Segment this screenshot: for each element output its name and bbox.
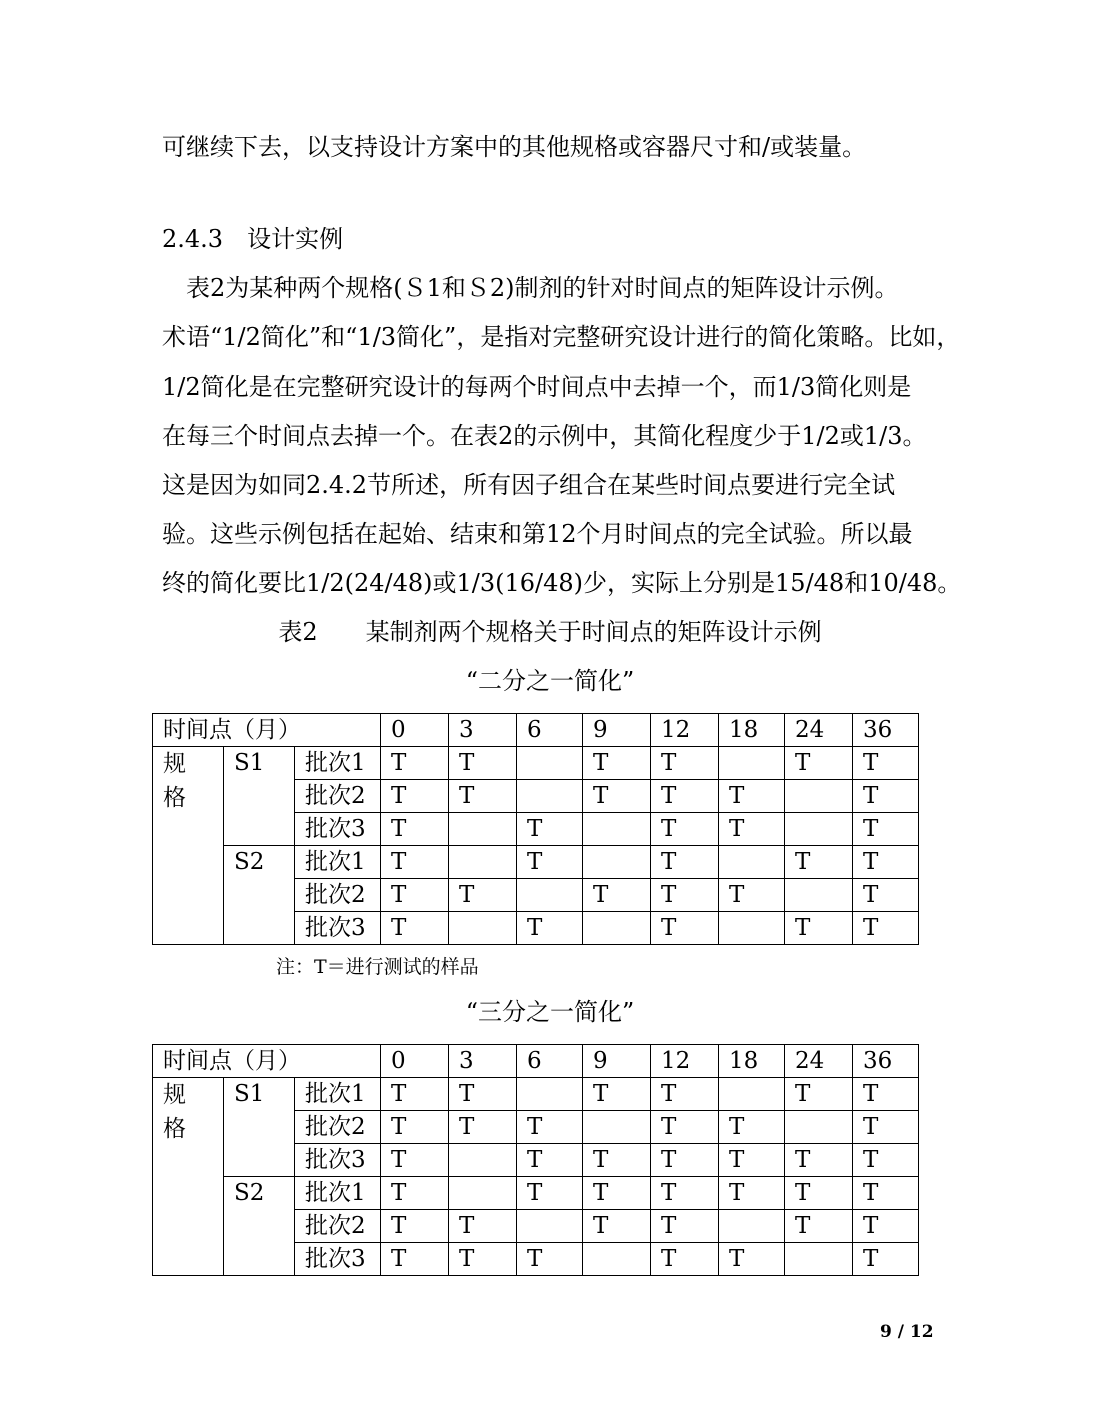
test-cell: T (853, 879, 919, 912)
timepoint-header-cell: 12 (651, 1045, 719, 1078)
batch-cell: 批次2 (295, 879, 381, 912)
test-cell: T (853, 1177, 919, 1210)
test-cell (719, 846, 785, 879)
timepoint-header-cell: 3 (449, 1045, 517, 1078)
test-cell: T (785, 1078, 853, 1111)
spec-label-char: 格 (163, 785, 186, 811)
test-cell (719, 1078, 785, 1111)
test-cell: T (651, 846, 719, 879)
test-cell (449, 1177, 517, 1210)
batch-cell: 批次2 (295, 780, 381, 813)
test-cell (785, 813, 853, 846)
batch-cell: 批次3 (295, 1243, 381, 1276)
test-cell: T (583, 879, 651, 912)
test-cell: T (381, 1144, 449, 1177)
test-cell: T (651, 912, 719, 945)
strength-cell: S2 (224, 846, 295, 945)
third-reduction-title: “三分之一简化” (465, 998, 635, 1026)
test-cell: T (517, 1144, 583, 1177)
test-cell: T (381, 1078, 449, 1111)
timepoint-header-cell: 3 (449, 714, 517, 747)
test-cell: T (449, 1243, 517, 1276)
body-line: 表2为某种两个规格(Ｓ1和Ｓ2)制剂的针对时间点的矩阵设计示例。 (162, 274, 899, 302)
timepoint-header-cell: 18 (719, 714, 785, 747)
test-cell: T (583, 1144, 651, 1177)
batch-cell: 批次3 (295, 1144, 381, 1177)
strength-cell: S1 (224, 747, 295, 846)
body-line: 这是因为如同2.4.2节所述，所有因子组合在某些时间点要进行完全试 (162, 471, 896, 499)
body-line: 在每三个时间点去掉一个。在表2的示例中，其简化程度少于1/2或1/3。 (162, 422, 927, 450)
test-cell: T (517, 813, 583, 846)
batch-cell: 批次3 (295, 813, 381, 846)
test-cell: T (583, 1210, 651, 1243)
table-row (153, 1078, 919, 1111)
test-cell: T (381, 912, 449, 945)
header-row (153, 714, 919, 747)
table-row (153, 846, 919, 879)
timepoint-header-cell: 0 (381, 1045, 449, 1078)
strength-cell: S1 (224, 1078, 295, 1177)
test-cell: T (517, 912, 583, 945)
test-cell: T (785, 846, 853, 879)
test-cell (583, 1243, 651, 1276)
test-cell: T (785, 1144, 853, 1177)
test-cell: T (719, 780, 785, 813)
test-cell: T (651, 1111, 719, 1144)
test-cell: T (449, 747, 517, 780)
test-cell: T (651, 780, 719, 813)
strength-cell: S2 (224, 1177, 295, 1276)
test-cell: T (517, 846, 583, 879)
test-cell: T (651, 813, 719, 846)
test-cell: T (583, 780, 651, 813)
timepoint-header-cell: 0 (381, 714, 449, 747)
table-caption: 表2 某制剂两个规格关于时间点的矩阵设计示例 (278, 618, 822, 646)
timepoint-header-cell: 9 (583, 1045, 651, 1078)
batch-cell: 批次2 (295, 1210, 381, 1243)
test-cell: T (719, 879, 785, 912)
timepoint-header-cell: 6 (517, 1045, 583, 1078)
timepoint-header-label: 时间点（月） (153, 714, 381, 747)
timepoint-header-cell: 12 (651, 714, 719, 747)
test-cell: T (651, 1144, 719, 1177)
body-line: 终的简化要比1/2(24/48)或1/3(16/48)少，实际上分别是15/48和10/48。 (162, 569, 962, 597)
test-cell (785, 879, 853, 912)
test-cell: T (651, 747, 719, 780)
test-cell (583, 813, 651, 846)
third-reduction-table (152, 1044, 919, 1276)
test-cell (449, 912, 517, 945)
test-cell: T (853, 1243, 919, 1276)
test-cell: T (449, 879, 517, 912)
spec-label-cell (153, 747, 224, 945)
test-cell: T (853, 1144, 919, 1177)
test-cell (583, 846, 651, 879)
timepoint-header-cell: 9 (583, 714, 651, 747)
table-row (153, 747, 919, 780)
test-cell: T (381, 1177, 449, 1210)
table-note: 注：T＝进行测试的样品 (276, 956, 479, 978)
test-cell (583, 912, 651, 945)
batch-cell: 批次1 (295, 747, 381, 780)
test-cell: T (449, 1111, 517, 1144)
test-cell: T (651, 1210, 719, 1243)
half-reduction-table (152, 713, 919, 945)
test-cell (449, 1144, 517, 1177)
spec-label-cell (153, 1078, 224, 1276)
test-cell: T (853, 1111, 919, 1144)
test-cell: T (785, 1210, 853, 1243)
test-cell (517, 1078, 583, 1111)
test-cell: T (381, 1210, 449, 1243)
test-cell: T (651, 1177, 719, 1210)
body-line: 1/2简化是在完整研究设计的每两个时间点中去掉一个，而1/3简化则是 (162, 373, 912, 401)
table-row (153, 1177, 919, 1210)
timepoint-header-cell: 18 (719, 1045, 785, 1078)
continued-paragraph: 可继续下去，以支持设计方案中的其他规格或容器尺寸和/或装量。 (162, 133, 867, 161)
test-cell: T (583, 1177, 651, 1210)
test-cell: T (853, 780, 919, 813)
test-cell: T (785, 1177, 853, 1210)
batch-cell: 批次3 (295, 912, 381, 945)
test-cell (517, 747, 583, 780)
test-cell: T (381, 747, 449, 780)
test-cell: T (853, 813, 919, 846)
test-cell: T (449, 1210, 517, 1243)
batch-cell: 批次2 (295, 1111, 381, 1144)
test-cell (583, 1111, 651, 1144)
timepoint-header-cell: 6 (517, 714, 583, 747)
test-cell: T (381, 1243, 449, 1276)
test-cell: T (381, 879, 449, 912)
test-cell: T (517, 1177, 583, 1210)
test-cell: T (853, 1078, 919, 1111)
test-cell: T (583, 1078, 651, 1111)
test-cell: T (381, 846, 449, 879)
test-cell (517, 780, 583, 813)
test-cell (517, 1210, 583, 1243)
timepoint-header-cell: 36 (853, 714, 919, 747)
test-cell: T (651, 1078, 719, 1111)
test-cell (785, 780, 853, 813)
spec-label-char: 规 (163, 751, 186, 777)
test-cell: T (785, 912, 853, 945)
test-cell: T (853, 1210, 919, 1243)
timepoint-header-cell: 24 (785, 714, 853, 747)
test-cell: T (719, 1144, 785, 1177)
test-cell: T (651, 879, 719, 912)
batch-cell: 批次1 (295, 1078, 381, 1111)
timepoint-header-cell: 36 (853, 1045, 919, 1078)
test-cell: T (381, 1111, 449, 1144)
half-reduction-title: “二分之一简化” (465, 667, 635, 695)
test-cell: T (517, 1243, 583, 1276)
batch-cell: 批次1 (295, 846, 381, 879)
spec-label-char: 格 (163, 1116, 186, 1142)
header-row (153, 1045, 919, 1078)
test-cell: T (719, 813, 785, 846)
test-cell: T (853, 912, 919, 945)
test-cell (785, 1111, 853, 1144)
test-cell: T (449, 780, 517, 813)
test-cell (719, 912, 785, 945)
timepoint-header-cell: 24 (785, 1045, 853, 1078)
test-cell (449, 813, 517, 846)
test-cell: T (583, 747, 651, 780)
test-cell (785, 1243, 853, 1276)
test-cell: T (381, 813, 449, 846)
test-cell: T (785, 747, 853, 780)
body-line: 术语“1/2简化”和“1/3简化”，是指对完整研究设计进行的简化策略。比如， (162, 323, 961, 351)
section-heading: 2.4.3 设计实例 (162, 225, 344, 253)
test-cell: T (719, 1111, 785, 1144)
test-cell: T (853, 846, 919, 879)
page-number: 9 / 12 (880, 1322, 934, 1342)
test-cell: T (719, 1243, 785, 1276)
test-cell: T (517, 1111, 583, 1144)
body-line: 验。这些示例包括在起始、结束和第12个月时间点的完全试验。所以最 (162, 520, 913, 548)
timepoint-header-label: 时间点（月） (153, 1045, 381, 1078)
test-cell (719, 747, 785, 780)
test-cell: T (381, 780, 449, 813)
test-cell (719, 1210, 785, 1243)
test-cell: T (651, 1243, 719, 1276)
test-cell: T (853, 747, 919, 780)
batch-cell: 批次1 (295, 1177, 381, 1210)
test-cell: T (719, 1177, 785, 1210)
test-cell: T (449, 1078, 517, 1111)
test-cell (449, 846, 517, 879)
spec-label-char: 规 (163, 1082, 186, 1108)
test-cell (517, 879, 583, 912)
